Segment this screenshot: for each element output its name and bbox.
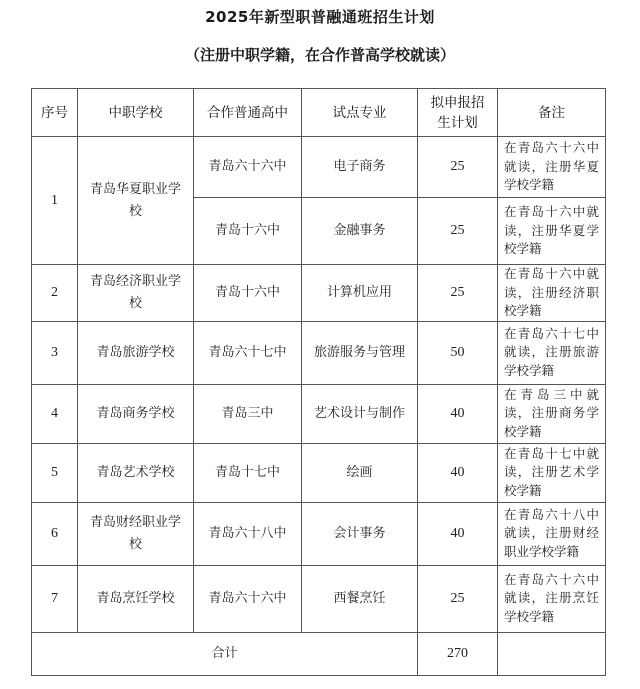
- table-row: [32, 443, 606, 502]
- row-index: 1: [32, 137, 78, 265]
- plan-cell: 40: [418, 384, 498, 443]
- partner-school-cell: 青岛十七中: [194, 443, 302, 502]
- plan-cell: 50: [418, 321, 498, 384]
- remark-cell: 在青岛六十八中就读，注册财经职业学校学籍: [498, 502, 606, 565]
- row-index: 2: [32, 265, 78, 322]
- major-cell: 绘画: [302, 443, 418, 502]
- table-header-row: [32, 89, 606, 137]
- major-cell: 旅游服务与管理: [302, 321, 418, 384]
- plan-cell: 40: [418, 502, 498, 565]
- total-row: [32, 632, 606, 675]
- remark-cell: 在青岛十六中就读，注册华夏学校学籍: [498, 198, 606, 265]
- major-cell: 金融事务: [302, 198, 418, 265]
- remark-cell: 在青岛六十六中就读，注册烹饪学校学籍: [498, 565, 606, 632]
- total-value: 270: [418, 632, 498, 675]
- table-row: [32, 384, 606, 443]
- table-row: [32, 265, 606, 322]
- enrollment-plan-table: [31, 88, 606, 676]
- plan-cell: 25: [418, 137, 498, 198]
- plan-cell: 25: [418, 265, 498, 322]
- remark-cell: 在青岛六十六中就读，注册华夏学校学籍: [498, 137, 606, 198]
- remark-cell: 在青岛十六中就读，注册经济职校学籍: [498, 265, 606, 322]
- major-cell: 会计事务: [302, 502, 418, 565]
- plan-cell: 25: [418, 565, 498, 632]
- row-index: 6: [32, 502, 78, 565]
- table-row: [32, 565, 606, 632]
- partner-school-cell: 青岛六十六中: [194, 565, 302, 632]
- partner-school-cell: 青岛三中: [194, 384, 302, 443]
- major-cell: 电子商务: [302, 137, 418, 198]
- vocational-school-cell: 青岛烹饪学校: [78, 565, 194, 632]
- total-remark: [498, 632, 606, 675]
- table-row: [32, 321, 606, 384]
- table-row: [32, 137, 606, 198]
- plan-cell: 40: [418, 443, 498, 502]
- table-row: [32, 502, 606, 565]
- major-cell: 艺术设计与制作: [302, 384, 418, 443]
- vocational-school-cell: 青岛华夏职业学校: [78, 137, 194, 265]
- partner-school-cell: 青岛十六中: [194, 265, 302, 322]
- document-title: 2025年新型职普融通班招生计划: [205, 8, 435, 26]
- partner-school-cell: 青岛六十七中: [194, 321, 302, 384]
- header-pilot-major: 试点专业: [302, 89, 418, 137]
- vocational-school-cell: 青岛商务学校: [78, 384, 194, 443]
- header-index: 序号: [32, 89, 78, 137]
- vocational-school-cell: 青岛经济职业学校: [78, 265, 194, 322]
- row-index: 3: [32, 321, 78, 384]
- remark-cell: 在青岛三中就读，注册商务学校学籍: [498, 384, 606, 443]
- header-vocational-school: 中职学校: [78, 89, 194, 137]
- vocational-school-cell: 青岛旅游学校: [78, 321, 194, 384]
- partner-school-cell: 青岛十六中: [194, 198, 302, 265]
- vocational-school-cell: 青岛财经职业学校: [78, 502, 194, 565]
- remark-cell: 在青岛十七中就读，注册艺术学校学籍: [498, 443, 606, 502]
- row-index: 5: [32, 443, 78, 502]
- partner-school-cell: 青岛六十六中: [194, 137, 302, 198]
- row-index: 7: [32, 565, 78, 632]
- vocational-school-cell: 青岛艺术学校: [78, 443, 194, 502]
- plan-cell: 25: [418, 198, 498, 265]
- header-partner-high-school: 合作普通高中: [194, 89, 302, 137]
- header-remarks: 备注: [498, 89, 606, 137]
- major-cell: 西餐烹饪: [302, 565, 418, 632]
- row-index: 4: [32, 384, 78, 443]
- document-subtitle: （注册中职学籍，在合作普高学校就读）: [184, 46, 455, 64]
- total-label: 合计: [32, 632, 418, 675]
- major-cell: 计算机应用: [302, 265, 418, 322]
- partner-school-cell: 青岛六十八中: [194, 502, 302, 565]
- remark-cell: 在青岛六十七中就读，注册旅游学校学籍: [498, 321, 606, 384]
- header-planned-enrollment: 拟申报招生计划: [418, 89, 498, 137]
